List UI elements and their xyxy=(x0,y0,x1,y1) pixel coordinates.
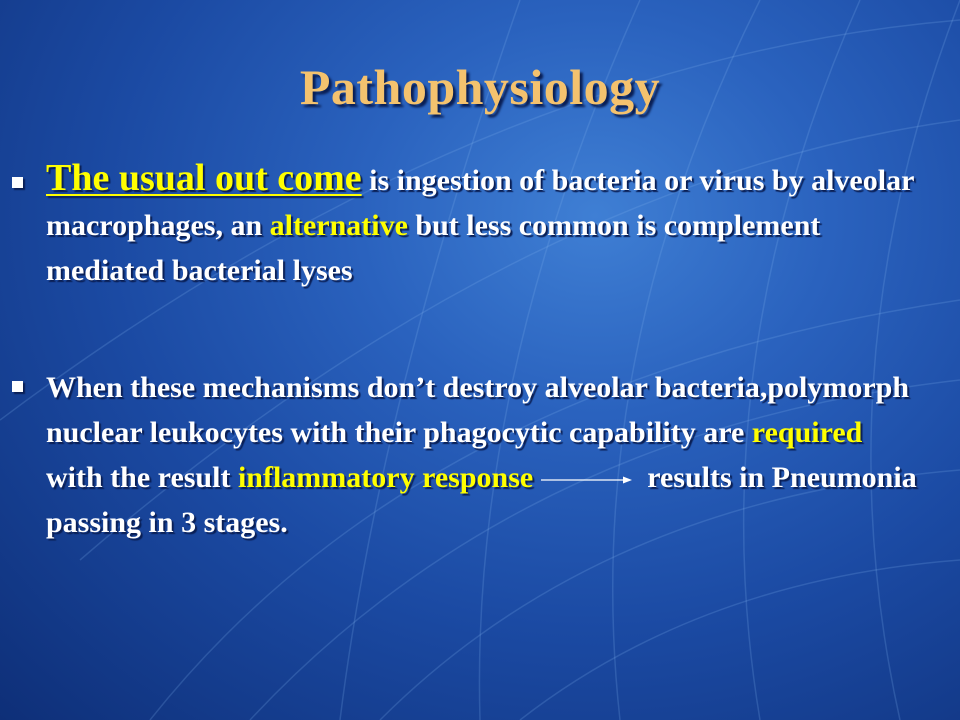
bullet-1-emphasis: The usual out come xyxy=(46,157,362,199)
bullet-item-1 xyxy=(46,156,926,293)
right-arrow-icon xyxy=(541,475,633,485)
bullet-2-highlight-required: required xyxy=(751,416,863,449)
square-bullet-icon xyxy=(12,177,23,188)
bullet-1-text-a: is ingestion of bacteria or virus by alveolar macrophages, an xyxy=(46,164,914,242)
bullet-1-highlight: alternative xyxy=(269,209,408,242)
bullet-item-2 xyxy=(46,365,926,545)
bullet-2-text-a: When these mechanisms don’t destroy alveolar bacteria,polymorph nuclear leukocytes with their phagocytic capability are xyxy=(46,371,910,449)
bullet-2-text-c: results in Pneumonia passing in 3 stages. xyxy=(46,461,917,539)
bullet-1-text-b: but less common is complement mediated bacterial lyses xyxy=(46,209,821,287)
slide-title: Pathophysiology xyxy=(299,59,661,115)
bullet-2-text-b: with the result xyxy=(46,461,238,494)
bullet-2-highlight-inflammatory: inflammatory response xyxy=(237,461,534,494)
square-bullet-icon xyxy=(12,381,23,392)
